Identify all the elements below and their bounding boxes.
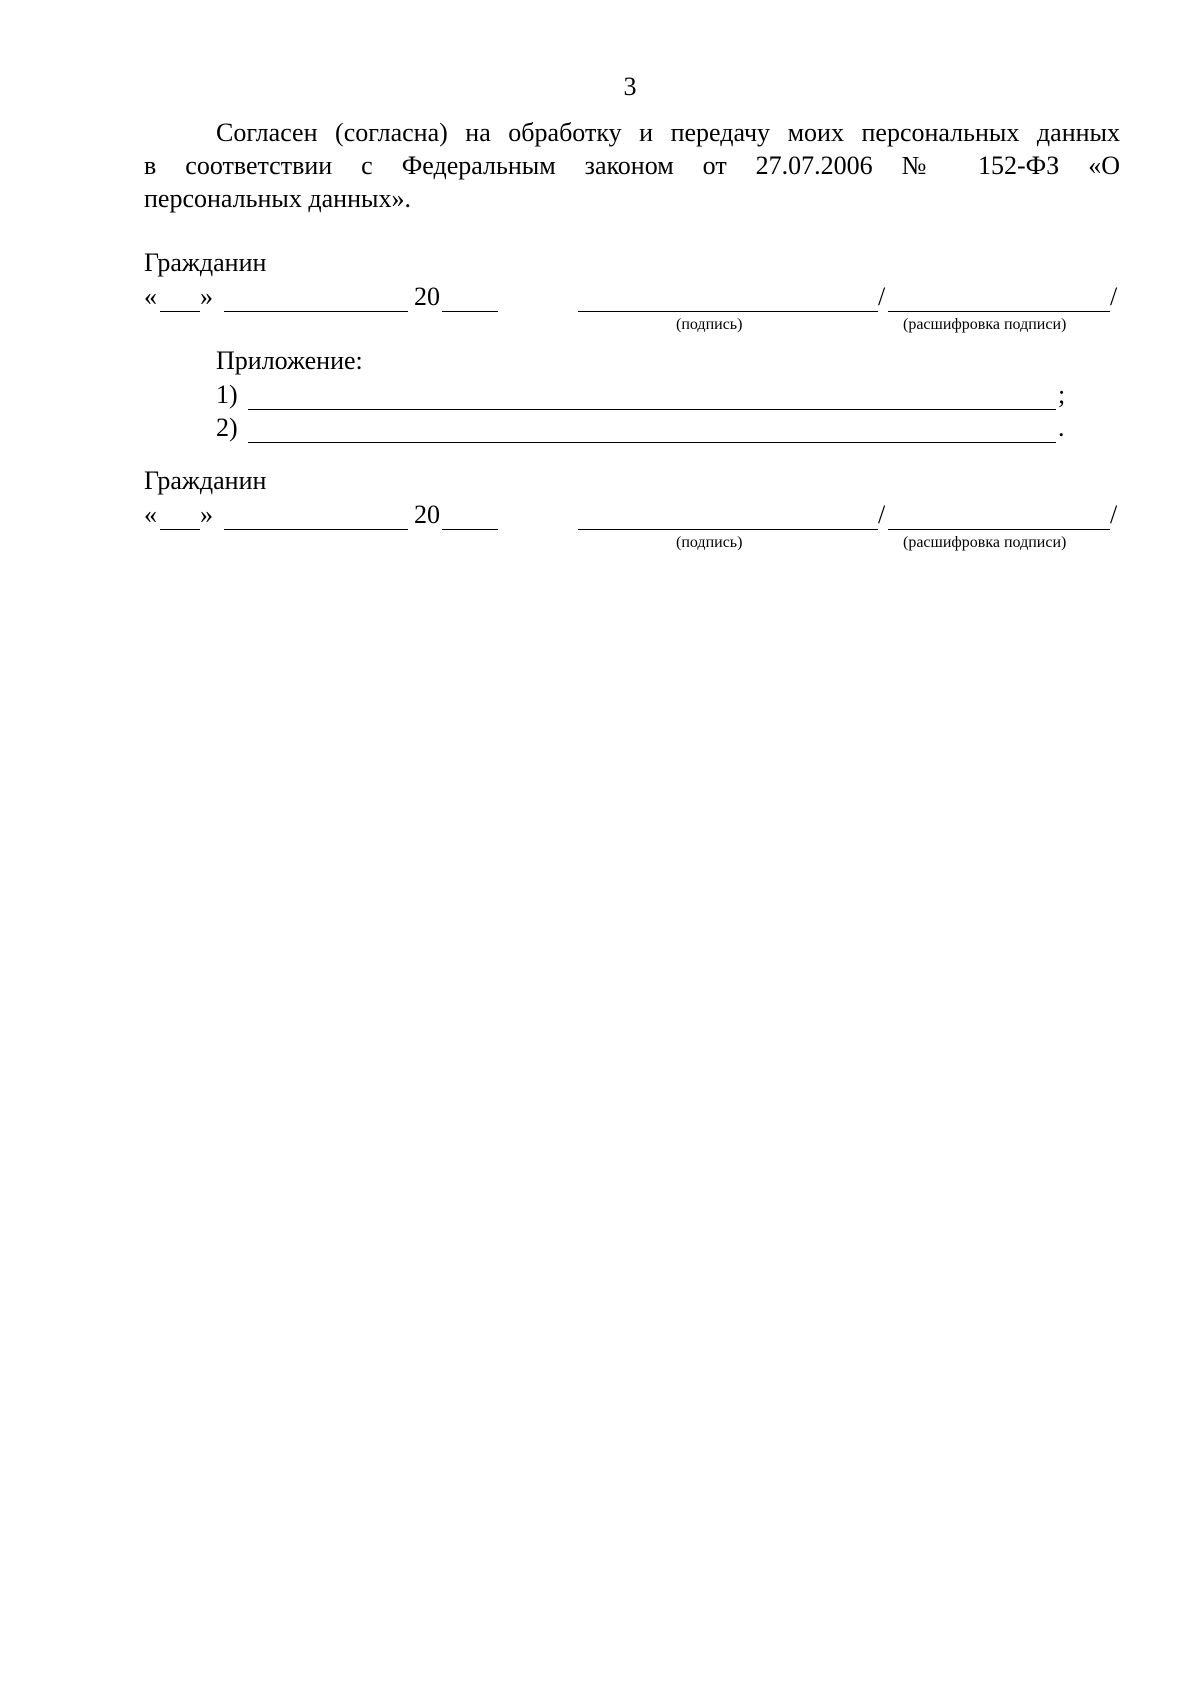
signature-decoding-field[interactable] (888, 529, 1110, 530)
appendix-item-1-field[interactable] (248, 409, 1056, 410)
date-quote-open: « (144, 282, 157, 311)
consent-paragraph (144, 116, 1120, 215)
signature-field[interactable] (578, 529, 878, 530)
signature-slash-2: / (1110, 282, 1118, 311)
date-year-field[interactable] (442, 311, 498, 312)
date-quote-close: » (200, 500, 213, 529)
appendix-item-2-field[interactable] (248, 442, 1056, 443)
decoding-caption: (расшифровка подписи) (903, 316, 1067, 333)
date-year-prefix: 20 (414, 500, 440, 529)
date-year-prefix: 20 (414, 282, 440, 311)
signature-caption: (подпись) (676, 534, 743, 551)
signature-caption: (подпись) (676, 316, 743, 333)
date-year-field[interactable] (442, 529, 498, 530)
date-month-field[interactable] (224, 529, 408, 530)
consent-line-3: персональных данных». (144, 184, 411, 213)
signature-slash-1: / (878, 282, 886, 311)
citizen-label: Гражданин (144, 248, 267, 277)
signature-decoding-field[interactable] (888, 311, 1110, 312)
date-quote-close: » (200, 282, 213, 311)
appendix-item-2-number: 2) (216, 413, 238, 442)
signature-slash-2: / (1110, 500, 1118, 529)
appendix-item-1-end: ; (1058, 380, 1066, 409)
citizen-label: Гражданин (144, 466, 267, 495)
page-number: 3 (623, 72, 637, 101)
consent-line-1: Согласен (согласна) на обработку и передачу моих персональных данных (216, 118, 1120, 147)
signature-field[interactable] (578, 311, 878, 312)
consent-line-2: в соответствии с Федеральным законом от 27.07.2006 № 152-ФЗ «О (144, 151, 1120, 180)
appendix-item-1-number: 1) (216, 380, 238, 409)
date-quote-open: « (144, 500, 157, 529)
date-day-field[interactable] (160, 529, 200, 530)
decoding-caption: (расшифровка подписи) (903, 534, 1067, 551)
appendix-item-2-end: . (1058, 413, 1065, 442)
signature-slash-1: / (878, 500, 886, 529)
date-month-field[interactable] (224, 311, 408, 312)
date-day-field[interactable] (160, 311, 200, 312)
appendix-title: Приложение: (216, 346, 363, 375)
